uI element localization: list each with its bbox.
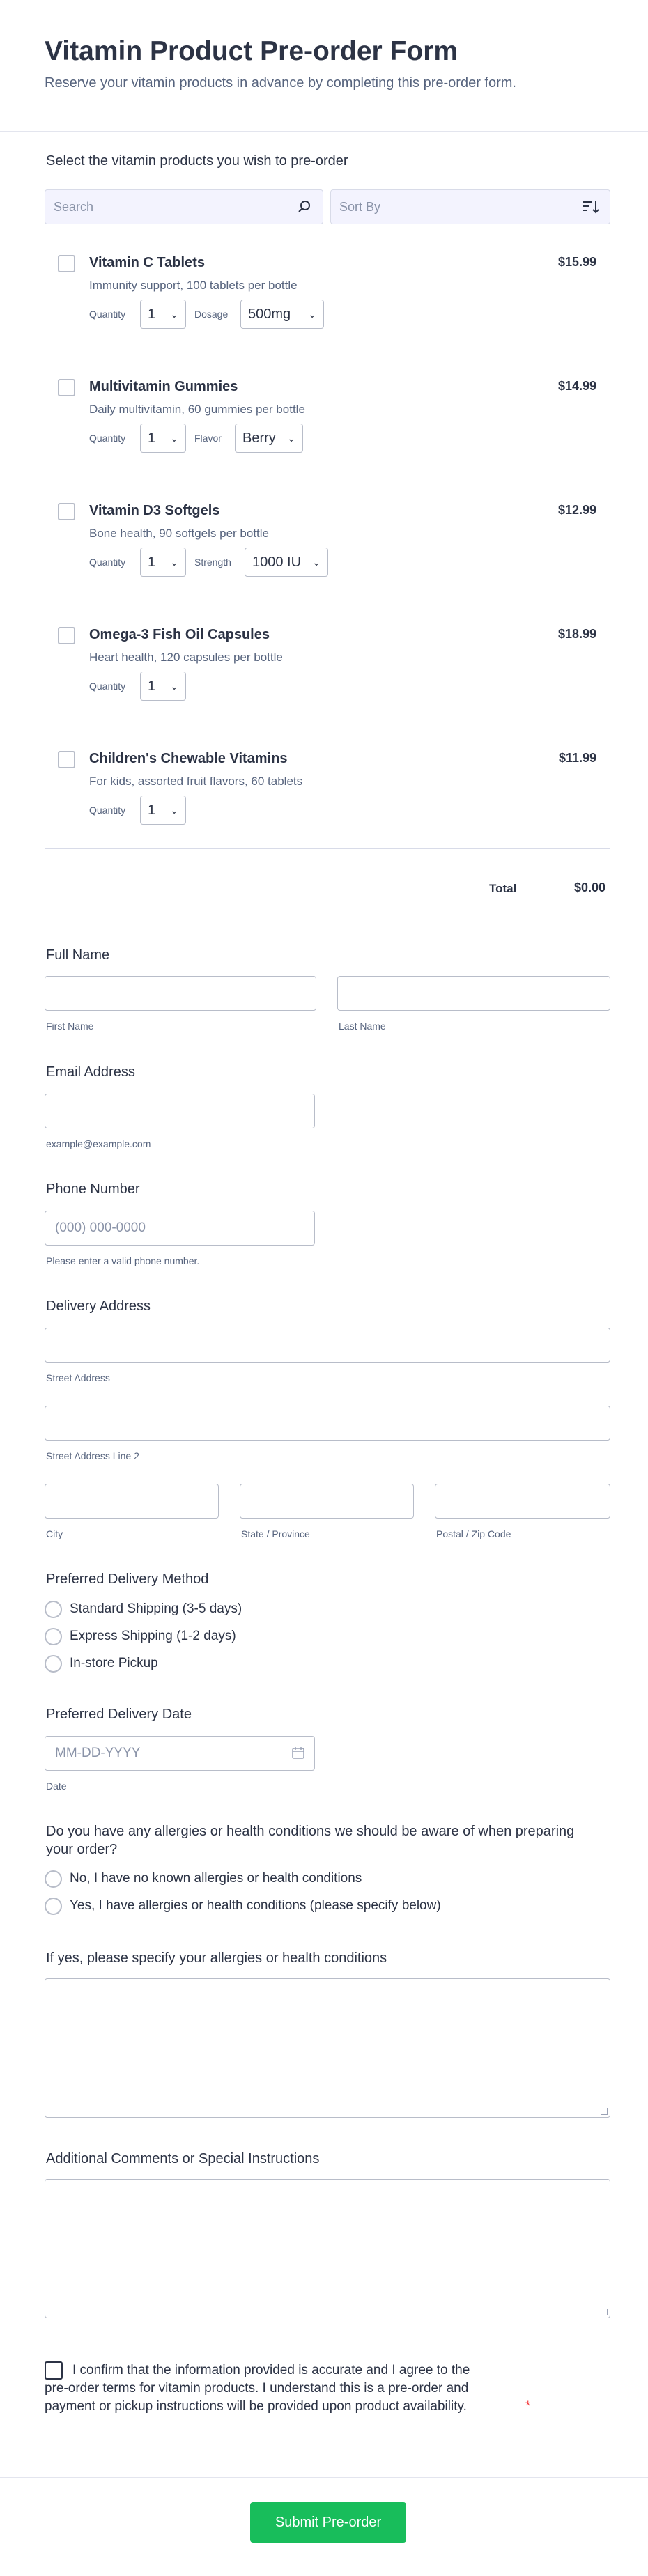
quantity-value: 1 (148, 678, 156, 694)
product-checkbox[interactable] (58, 379, 75, 396)
product-item-omega-3 (45, 621, 610, 745)
street-address-2-sublabel: Street Address Line 2 (46, 1450, 139, 1461)
radio-standard-shipping[interactable] (45, 1601, 62, 1618)
option-value: 500mg (248, 307, 291, 322)
email-label: Email Address (46, 1064, 135, 1080)
allergy-details-textarea[interactable] (45, 1978, 610, 2118)
phone-input[interactable] (45, 1211, 315, 1246)
chevron-down-icon: ⌄ (170, 557, 178, 568)
street-address-sublabel: Street Address (46, 1372, 110, 1383)
product-price: $11.99 (558, 751, 596, 765)
product-item-multivitamin (45, 373, 610, 497)
first-name-input[interactable] (45, 976, 316, 1011)
chevron-down-icon: ⌄ (170, 309, 178, 320)
flavor-select[interactable] (235, 424, 303, 453)
radio-label: In-store Pickup (70, 1656, 158, 1670)
radio-label: Standard Shipping (3-5 days) (70, 1601, 242, 1616)
product-name: Omega-3 Fish Oil Capsules (89, 627, 270, 642)
quantity-value: 1 (148, 802, 156, 818)
quantity-value: 1 (148, 307, 156, 322)
date-sublabel: Date (46, 1780, 67, 1792)
product-search-input[interactable] (45, 189, 323, 224)
full-name-label: Full Name (46, 947, 110, 963)
option-label: Flavor (194, 433, 222, 444)
state-sublabel: State / Province (241, 1528, 310, 1539)
radio-express-shipping[interactable] (45, 1628, 62, 1645)
sort-placeholder: Sort By (339, 200, 381, 214)
product-checkbox[interactable] (58, 627, 75, 644)
product-description: For kids, assorted fruit flavors, 60 tablets (89, 775, 303, 788)
option-value: Berry (242, 430, 276, 446)
search-icon[interactable] (296, 199, 313, 219)
quantity-label: Quantity (89, 805, 126, 816)
radio-label: No, I have no known allergies or health conditions (70, 1871, 362, 1886)
page-subtitle: Reserve your vitamin products in advance by completing this pre-order form. (45, 75, 516, 91)
quantity-label: Quantity (89, 681, 126, 692)
list-divider (45, 848, 610, 849)
resize-handle[interactable] (601, 2108, 608, 2115)
total-value: $0.00 (574, 880, 606, 894)
confirm-checkbox[interactable] (45, 2361, 63, 2380)
phone-label: Phone Number (46, 1181, 140, 1197)
confirm-text-line1: I confirm that the information provided is accurate and I agree to the (72, 2363, 470, 2377)
strength-select[interactable] (245, 548, 328, 577)
quantity-select[interactable] (140, 796, 186, 825)
radio-label: Yes, I have allergies or health conditions (please specify below) (70, 1898, 441, 1913)
calendar-icon[interactable] (292, 1746, 304, 1762)
city-sublabel: City (46, 1528, 63, 1539)
confirm-text-line2: pre-order terms for vitamin products. I understand this is a pre-order and (45, 2381, 469, 2396)
product-checkbox[interactable] (58, 751, 75, 768)
option-label: Strength (194, 557, 231, 568)
footer-divider (0, 2477, 648, 2478)
chevron-down-icon: ⌄ (170, 681, 178, 692)
phone-placeholder: (000) 000-0000 (55, 1220, 146, 1235)
product-name: Vitamin C Tablets (89, 255, 205, 270)
delivery-date-input[interactable] (45, 1736, 315, 1771)
product-item-vitamin-d3 (45, 497, 610, 621)
street-address-2-input[interactable] (45, 1406, 610, 1441)
delivery-method-label: Preferred Delivery Method (46, 1572, 209, 1587)
chevron-down-icon: ⌄ (170, 433, 178, 444)
page-title: Vitamin Product Pre-order Form (45, 36, 458, 66)
required-asterisk: * (525, 2399, 531, 2414)
radio-no-allergies[interactable] (45, 1870, 62, 1888)
comments-textarea[interactable] (45, 2179, 610, 2318)
product-price: $14.99 (557, 379, 596, 393)
radio-label: Express Shipping (1-2 days) (70, 1629, 236, 1643)
allergy-details-label: If yes, please specify your allergies or health conditions (46, 1950, 387, 1966)
allergies-question-line1: Do you have any allergies or health conditions we should be aware of when preparing (46, 1824, 575, 1839)
total-label: Total (489, 882, 517, 895)
quantity-label: Quantity (89, 309, 126, 320)
product-description: Immunity support, 100 tablets per bottle (89, 279, 298, 292)
allergies-question-line2: your order? (46, 1842, 118, 1857)
first-name-sublabel: First Name (46, 1021, 94, 1032)
product-price: $15.99 (557, 255, 596, 269)
resize-handle[interactable] (601, 2309, 608, 2315)
email-hint: example@example.com (46, 1138, 151, 1149)
quantity-value: 1 (148, 430, 156, 446)
city-input[interactable] (45, 1484, 219, 1519)
state-input[interactable] (240, 1484, 414, 1519)
date-placeholder: MM-DD-YYYY (55, 1746, 141, 1760)
last-name-input[interactable] (337, 976, 610, 1011)
product-checkbox[interactable] (58, 503, 75, 520)
form-header (0, 0, 648, 132)
sort-icon[interactable] (582, 199, 600, 219)
submit-button[interactable]: Submit Pre-order (250, 2502, 406, 2543)
product-description: Heart health, 120 capsules per bottle (89, 651, 283, 664)
chevron-down-icon: ⌄ (308, 309, 316, 320)
last-name-sublabel: Last Name (339, 1021, 386, 1032)
quantity-value: 1 (148, 554, 156, 570)
search-placeholder: Search (54, 200, 94, 214)
product-name: Vitamin D3 Softgels (89, 503, 220, 518)
products-label: Select the vitamin products you wish to pre-order (46, 153, 348, 169)
radio-in-store-pickup[interactable] (45, 1655, 62, 1673)
product-name: Children's Chewable Vitamins (89, 751, 288, 766)
option-value: 1000 IU (252, 554, 302, 570)
quantity-label: Quantity (89, 433, 126, 444)
radio-yes-allergies[interactable] (45, 1898, 62, 1915)
quantity-select[interactable] (140, 548, 186, 577)
product-description: Bone health, 90 softgels per bottle (89, 527, 270, 540)
quantity-select[interactable] (140, 672, 186, 701)
address-label: Delivery Address (46, 1298, 151, 1314)
option-label: Dosage (194, 309, 229, 320)
sort-by-select[interactable] (330, 189, 610, 224)
product-checkbox[interactable] (58, 255, 75, 272)
phone-hint: Please enter a valid phone number. (46, 1255, 200, 1266)
quantity-select[interactable] (140, 300, 186, 329)
chevron-down-icon: ⌄ (287, 433, 295, 444)
quantity-select[interactable] (140, 424, 186, 453)
product-price: $12.99 (557, 503, 596, 517)
chevron-down-icon: ⌄ (312, 557, 321, 568)
chevron-down-icon: ⌄ (170, 805, 178, 816)
email-field[interactable] (45, 1094, 315, 1128)
product-name: Multivitamin Gummies (89, 379, 238, 394)
street-address-input[interactable] (45, 1328, 610, 1363)
product-description: Daily multivitamin, 60 gummies per bottle (89, 403, 305, 416)
delivery-date-label: Preferred Delivery Date (46, 1707, 192, 1722)
confirm-text-line3: payment or pickup instructions will be provided upon product availability. (45, 2399, 467, 2414)
dosage-select[interactable] (240, 300, 324, 329)
product-item-childrens-chewable (45, 745, 610, 848)
product-price: $18.99 (557, 627, 596, 641)
comments-label: Additional Comments or Special Instructions (46, 2151, 320, 2166)
quantity-label: Quantity (89, 557, 126, 568)
zip-input[interactable] (435, 1484, 610, 1519)
zip-sublabel: Postal / Zip Code (436, 1528, 511, 1539)
product-item-vitamin-c (45, 249, 610, 373)
